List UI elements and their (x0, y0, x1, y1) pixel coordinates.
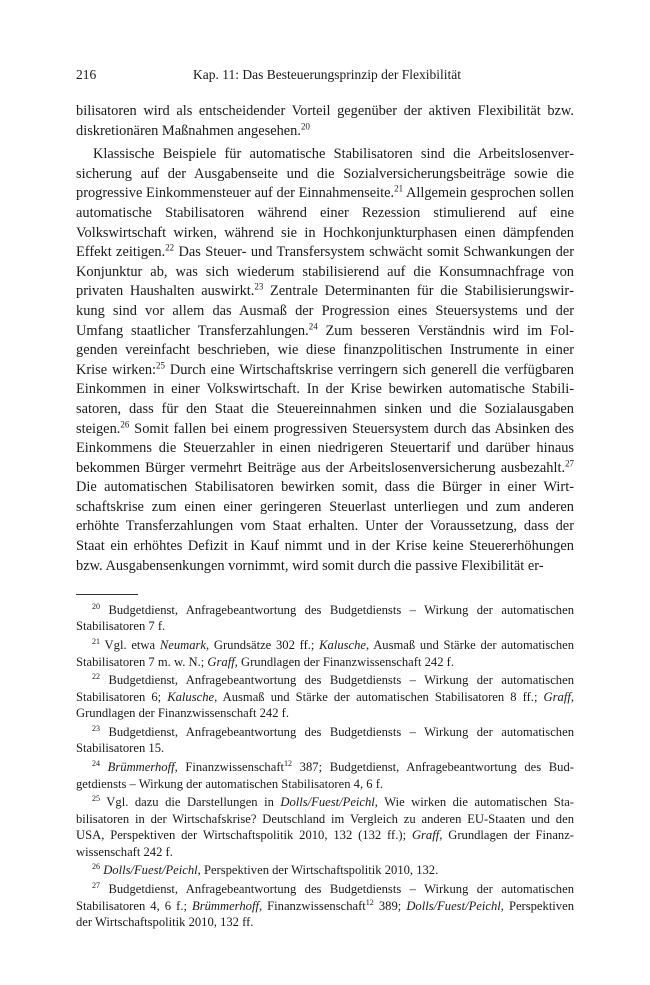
author-name: Graff (543, 689, 571, 704)
footnote-number: 22 (92, 672, 101, 682)
text-run: , Ausmaß und Stärke der automatischen Stabilisatoren 7 m. w. N.; (76, 638, 575, 669)
edition-number: 12 (365, 897, 374, 907)
author-name: Neumark (159, 638, 207, 653)
footnote-number: 27 (92, 881, 101, 891)
running-head (76, 66, 574, 84)
footnote-number: 23 (92, 724, 101, 734)
text-run: Budgetdienst, Anfragebeantwortung des Budgetdiensts – Wirkung der automatischen Stabilisatoren 6; (76, 673, 574, 704)
footnote-ref-23[interactable]: 23 (254, 281, 264, 292)
text-run: Zum besseren Verständnis wird im Folgenden vereinfacht beschrieben, wie diese finanzpolitischen Instrumente in einer Krise wirken: (76, 322, 575, 378)
author-name: Graff (411, 828, 440, 843)
author-name: Dolls/Fuest/Peichl (280, 795, 375, 810)
text-run: , Grundlagen der Finanzwissenschaft 242 f. (234, 654, 454, 669)
footnote-ref-24[interactable]: 24 (308, 321, 318, 331)
footnote-21 (76, 637, 574, 670)
text-run: Budgetdienst, Anfragebeantwortung des Budgetdiensts – Wirkung der automatischen Stabilisatoren 4, 6 f.; (76, 882, 574, 913)
footnote-number: 20 (92, 602, 101, 612)
text-run: Vgl. etwa (100, 638, 160, 653)
text-run: Das Steuer- und Transfersystem schwächt somit Schwankungen der Konjunktur ab, was sich wiederum stabilisierend auf die Konsumnachfrage von privaten Haushalten auswirkt. (76, 244, 574, 300)
text-run: Durch eine Wirtschaftskrise verringern sich generell die verfügbaren Einkommen in einer Volkswirtschaft. In der Krise bewirken automatische Stabilisatoren, dass für den Staat die Steuereinnahmen sinken und die Sozialausgaben steigen. (76, 361, 574, 437)
text-run: Budgetdienst, Anfragebeantwortung des Budgetdiensts – Wirkung der automatischen Stabilisatoren 15. (76, 725, 574, 756)
footnote-27 (76, 881, 574, 930)
footnote-separator (76, 594, 138, 595)
author-name: Kalusche (167, 689, 215, 704)
text-run: , Finanzwissenschaft (258, 898, 366, 913)
text-run: Zentrale Determinanten für die Stabilisierungswirkung sind vor allem das Ausmaß der Progression eines Steuersystems und der Umfang staatlicher Transferzahlungen. (76, 283, 574, 339)
footnote-ref-27[interactable]: 27 (565, 458, 574, 469)
footnote-number: 21 (92, 637, 101, 647)
footnote-20 (76, 602, 574, 635)
text-run: , Grundsätze 302 ff.; (206, 638, 320, 653)
text-run: Die automatischen Stabilisatoren bewirken somit, dass die Bürger in einer Wirtschaftskrise zum einen einer geringeren Steuerlast unterliegen und zum anderen erhöhte Transferzahlungen vom Staat erhalten. Unter der Voraussetzung, dass der Staat ein erhöhtes Defizit in Kauf nimmt und in der Krise keine Steuererhöhungen bzw. Ausgabensenkungen vornimmt, wird somit durch die passive Flexibilität er- (76, 479, 574, 574)
chapter-title: Kap. 11: Das Besteuerungsprinzip der Flexibilität (193, 67, 461, 82)
text-run: , Wie wirken die automatischen Stabilisatoren in der Wirtschafskrise? Deutschland im Vergleich zu anderen EU-Staaten und den USA, Perspektiven der Wirtschaftspolitik 2010, 132 (132 ff.); (76, 795, 574, 843)
text-run: Somit fallen bei einem progressiven Steuersystem durch das Absinken des Einkommens die Steuerzahler in einen niedrigeren Steuertarif und darüber hinaus bekommen Bürger vermehrt Beiträge aus der Arbeitslosenversicherung ausbezahlt. (76, 420, 574, 476)
page-number: 216 (76, 67, 97, 82)
text-run: , Grundlagen der Finanzwissenschaft 242 f. (76, 689, 574, 721)
author-name: Dolls/Fuest/Peichl (103, 863, 198, 878)
footnotes (76, 602, 574, 933)
text-run: bilisatoren wird als entscheidender Vorteil gegenüber der aktiven Flexibilität bzw. diskretionären Maßnahmen angesehen. (76, 103, 574, 139)
text-run: , Ausmaß und Stärke der automatischen Stabilisatoren 8 ff.; (214, 689, 544, 704)
edition-number: 12 (284, 759, 293, 769)
footnote-22 (76, 672, 574, 721)
text-run: Allgemein gesprochen sollen automatische Stabilisatoren während einer Rezession stimulierend auf eine Volkswirtschaft wirken, während sie in Hochkonjunkturphasen einen dämpfenden Effekt zeitigen. (76, 185, 574, 261)
footnote-ref-20[interactable]: 20 (300, 121, 310, 132)
footnote-25 (76, 794, 574, 860)
text-run: Budgetdienst, Anfragebeantwortung des Budgetdiensts – Wirkung der automatischen Stabilisatoren 7 f. (76, 603, 574, 634)
footnote-number: 24 (92, 759, 101, 769)
footnote-23 (76, 724, 574, 757)
author-name: Kalusche (319, 638, 367, 653)
text-run: , Perspektiven der Wirtschaftspolitik 2010, 132 ff. (76, 898, 574, 930)
author-name: Brümmerhoff (107, 760, 175, 775)
paragraph-2 (76, 145, 574, 576)
text-run: Klassische Beispiele für automatische Stabilisatoren sind die Arbeitslosenversicherung auf der Ausgabenseite und die Sozialversicherungsbeiträge sowie die progressive Einkommensteuer auf der Einnahmenseite. (76, 146, 574, 202)
text-run: , Grundlagen der Finanzwissenschaft 242 f. (76, 828, 574, 859)
paragraph-1 (76, 102, 574, 141)
body-text (76, 102, 574, 576)
text-run: , Finanzwissenschaft (174, 760, 285, 775)
footnote-ref-22[interactable]: 22 (165, 242, 175, 253)
footnote-ref-26[interactable]: 26 (120, 418, 130, 429)
text-run: Vgl. dazu die Darstellungen in (100, 795, 281, 810)
author-name: Brümmerhoff (192, 898, 259, 913)
author-name: Graff (207, 654, 235, 669)
footnote-number: 26 (92, 862, 101, 872)
text-run: 389; (373, 898, 407, 913)
text-run: 387; Budgetdienst, Anfragebeantwortung des Budgetdiensts – Wirkung der automatischen Stabilisatoren 4, 6 f. (76, 760, 574, 791)
footnote-24 (76, 759, 574, 792)
footnote-ref-21[interactable]: 21 (394, 183, 404, 194)
author-name: Dolls/Fuest/Peichl (406, 898, 501, 913)
footnote-26 (76, 862, 574, 878)
footnote-ref-25[interactable]: 25 (156, 360, 165, 371)
text-run: , Perspektiven der Wirtschaftspolitik 2010, 132. (197, 863, 439, 878)
footnote-number: 25 (92, 794, 101, 804)
